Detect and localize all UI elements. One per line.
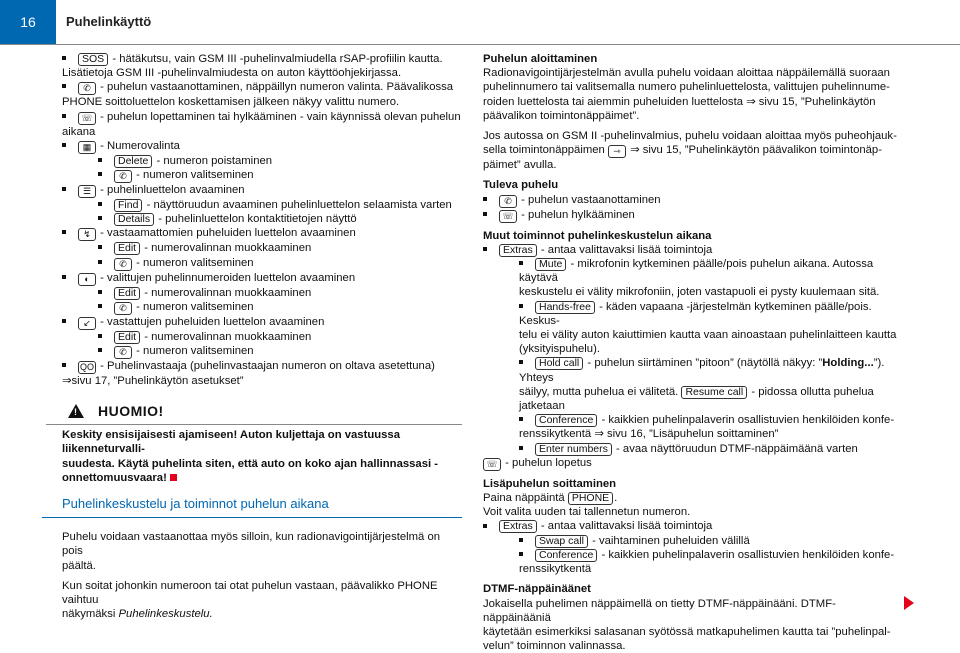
- bullet: [519, 552, 523, 556]
- item-text: - avaa näyttöruudun DTMF-näppäimäänä varten: [616, 443, 858, 455]
- item-text: - numerovalinnan muokkaaminen: [144, 331, 311, 343]
- delete-key-icon: Delete: [114, 155, 152, 168]
- bullet: [98, 334, 102, 338]
- bullet: [98, 172, 102, 176]
- item-text: - puhelun lopetus: [505, 457, 592, 469]
- paragraph-line: käytetään esimerkiksi salasanan syötössä matkapuhelimen kautta tai ”puhelinpal-: [483, 625, 903, 639]
- find-key-icon: Find: [114, 199, 142, 212]
- list-item: [62, 330, 462, 344]
- right-column: Puhelun aloittaminen Radionavigointijärjestelmän avulla puhelu voidaan aloittaa näppäilemällä suoraan puhelinnumero tai valitsemalla numero puhelinluettelosta, valittujen puhelinnume- roiden luettelosta tai aiemmin puheluiden luettelosta ⇒ sivu 15, ”Puhelinkäytön päävalikon toimintonäppäimet”. Jos autossa on GSM II -puhelinvalmius, puhelu voidaan aloittaa myös puheohjauk- sella toimintonäppäimen ⇾ ⇒ sivu 15, ”Puhelinkäytön päävalikon toimintonäp- päimet” avulla. Tuleva puhelu ✆ - puhelun vastaanottaminen ☏ - puhelun hylkääminen Muut toiminnot puhelinkeskustelun aikana Extras - antaa valittavaksi lisää toimintoja Mute - mikrofonin kytkeminen päälle/pois puhelun aikana. Autossa käytävä keskustelu ei välity mikrofoniin, joten vastapuoli ei pysty kuulemaan sitä. Hands-free - käden vapaana -järjestelmän kytkeminen päälle/pois. Keskus- telu ei välity auton kaiuttimien kautta vaan ainoastaan puhelinlaitteen kautta (yksityispuhelu). Hold call - puhelun siirtäminen ”pitoon” (näytöllä näkyy: ”Holding...”). Yhteys säilyy, mutta puhelua ei välitetä. Resume call - pidossa ollutta puhelua jatketaan Conference - kaikkien puhelinpalaverin osallistuvien henkilöiden konfe- renssikytkentä ⇒ sivu 16, ”Lisäpuhelun soittaminen” Enter numbers - avaa näyttöruudun DTMF-näppäimäänä varten ☏ - puhelun lopetus Lisäpuhelun soittaminen Paina näppäintä PHONE . Voit valita uuden tai tallennetun numeron. Extras - antaa valittavaksi lisää toimintoja Swap call - vaihtaminen puheluiden välillä Conference - kaikkien puhelinpalaverin osallistuvien henkilöiden konfe- renssikytkentä DTMF-näppäinäänet Jokaisella puhelimen näppäimellä on tietty DTMF-näppäinääni. DTMF-näppäinääniä käytetään esimerkiksi salasanan syötössä matkapuhelimen kautta tai ”puhelinpal- velun” toiminnon valinnassa.: [483, 52, 903, 653]
- page-number: 16: [0, 0, 56, 44]
- item-text: aikana: [62, 126, 95, 138]
- bullet: [62, 84, 66, 88]
- bullet: [62, 319, 66, 323]
- cross-reference: sivu 15, ”Puhelinkäytön päävalikon toimintonäp-: [643, 144, 882, 156]
- missed-calls-icon: ↯: [78, 228, 96, 241]
- bullet: [519, 261, 523, 265]
- bullet: [98, 304, 102, 308]
- item-text: sivu 17, ”Puhelinkäytön asetukset”: [71, 375, 243, 387]
- bullet: [98, 216, 102, 220]
- bullet: [519, 360, 523, 364]
- hands-free-key-label: Hands-free: [535, 301, 595, 314]
- item-text: - antaa valittavaksi lisää toimintoja: [541, 244, 712, 256]
- phone-pickup-icon: ✆: [114, 346, 132, 359]
- sos-key-icon: SOS: [78, 53, 108, 66]
- paragraph-line: Voit valita uuden tai tallennetun numeron.: [483, 505, 903, 519]
- paragraph-line: Puhelu voidaan vastaanottaa myös silloin, kun radionavigointijärjestelmä on pois: [62, 530, 462, 558]
- list-item: [62, 198, 462, 212]
- list-item: [62, 66, 462, 80]
- list-item: [62, 80, 462, 95]
- item-text: - puhelun vastaanottaminen: [521, 194, 660, 206]
- paragraph-line: Jos autossa on GSM II -puhelinvalmius, puhelu voidaan aloittaa myös puheohjauk-: [483, 129, 903, 143]
- bullet: [62, 56, 66, 60]
- list-item: [62, 359, 462, 374]
- cross-reference: sivu 16, ”Lisäpuhelun soittaminen”: [607, 428, 778, 440]
- warning-triangle-icon: !: [68, 404, 84, 418]
- function-key-list: [62, 52, 462, 388]
- bullet: [519, 417, 523, 421]
- bullet: [98, 158, 102, 162]
- list-item: [62, 95, 462, 109]
- warning-title: HUOMIO!: [98, 404, 164, 418]
- item-text: - Puhelinvastaaja (puhelinvastaajan numeron on oltava asetettuna): [100, 360, 435, 372]
- bullet: [62, 363, 66, 367]
- item-text: - kaikkien puhelinpalaverin osallistuvien henkilöiden konfe-: [601, 414, 894, 426]
- edit-key-icon: Edit: [114, 242, 140, 255]
- reference-arrow-icon: ⇒: [630, 143, 639, 157]
- list-item: [62, 271, 462, 286]
- paragraph-line: velun” toiminnon valinnassa.: [483, 639, 903, 653]
- phone-pickup-icon: ✆: [114, 258, 132, 271]
- phonebook-icon: ☰: [78, 185, 96, 198]
- list-item: [62, 241, 462, 255]
- item-text: - numeron valitseminen: [136, 169, 253, 181]
- left-column: [62, 52, 462, 621]
- list-item: [62, 139, 462, 154]
- enter-numbers-key-label: Enter numbers: [535, 443, 612, 456]
- warning-text-line: suudesta. Käytä puhelinta siten, että auto on koko ajan hallinnassasi -: [62, 457, 462, 471]
- item-text: - Numerovalinta: [100, 140, 180, 152]
- paragraph-line: puhelinnumero tai valitsemalla numero puhelinluettelosta, valittujen puhelinnume-: [483, 80, 903, 94]
- bullet: [98, 260, 102, 264]
- item-text: - valittujen puhelinnumeroiden luettelon avaaminen: [100, 272, 355, 284]
- section-heading: Puhelinkeskustelu ja toiminnot puhelun aikana: [62, 497, 462, 511]
- cross-reference: sivu 15, ”Puhelinkäytön: [759, 96, 876, 108]
- list-item: [62, 154, 462, 168]
- item-text: - vastattujen puheluiden luettelon avaaminen: [100, 316, 324, 328]
- item-text: - numerovalinnan muokkaaminen: [144, 287, 311, 299]
- item-text: renssikytkentä: [519, 428, 591, 440]
- item-text: - numeron valitseminen: [136, 257, 253, 269]
- paragraph-text: roiden luettelosta tai aiemmin puheluiden luettelosta: [483, 96, 743, 108]
- reference-arrow-icon: ⇒: [62, 374, 71, 388]
- item-text: - numeron poistaminen: [157, 155, 273, 167]
- item-text: - käden vapaana -järjestelmän kytkeminen päälle/pois. Keskus-: [519, 301, 872, 327]
- item-text: - näyttöruudun avaaminen puhelinluettelon selaamista varten: [147, 199, 452, 211]
- bullet: [62, 114, 66, 118]
- item-text: Lisätietoja GSM III -puhelinvalmiudesta on auton käyttöohjekirjassa.: [62, 67, 401, 79]
- bullet: [483, 524, 487, 528]
- paragraph-line: Kun soitat johonkin numeroon tai otat puhelun vastaan, päävalikko PHONE vaihtuu: [62, 579, 462, 607]
- paragraph-text: sella toimintonäppäimen: [483, 144, 605, 156]
- received-calls-icon: ↙: [78, 317, 96, 330]
- phone-hangup-icon: ☏: [499, 210, 517, 223]
- bullet: [98, 202, 102, 206]
- extras-key-label: Extras: [499, 520, 537, 533]
- paragraph-text: näkymäksi: [62, 608, 119, 620]
- bullet: [98, 290, 102, 294]
- phone-hangup-icon: ☏: [78, 112, 96, 125]
- item-text: - puhelun hylkääminen: [521, 209, 635, 221]
- list-item: [62, 315, 462, 330]
- item-text: - hätäkutsu, vain GSM III -puhelinvalmiudella rSAP-profiilin kautta.: [112, 53, 442, 65]
- item-text: - puhelinluettelon kontaktitietojen näyttö: [158, 213, 356, 225]
- item-text: - puhelun lopettaminen tai hylkääminen - vain käynnissä olevan puhelun: [100, 111, 460, 123]
- edit-key-icon: Edit: [114, 331, 140, 344]
- holding-status-text: Holding...: [822, 357, 873, 369]
- paragraph-line: päävalikon toimintonäppäimet”.: [483, 109, 903, 123]
- swap-call-key-label: Swap call: [535, 535, 588, 548]
- list-item: [62, 344, 462, 359]
- subheading: Lisäpuhelun soittaminen: [483, 477, 903, 491]
- item-text: keskustelu ei välity mikrofoniin, joten vastapuoli ei pysty kuulemaan sitä.: [483, 285, 903, 299]
- item-text: renssikytkentä: [483, 562, 903, 576]
- item-text: (yksityispuhelu).: [483, 342, 903, 356]
- header-divider: [0, 44, 960, 45]
- item-text: - antaa valittavaksi lisää toimintoja: [541, 520, 712, 532]
- phone-pickup-icon: ✆: [114, 170, 132, 183]
- warning-box: [62, 402, 462, 485]
- bullet: [62, 230, 66, 234]
- warning-text-line: onnettomuusvaara!: [62, 472, 167, 484]
- item-text: - numeron valitseminen: [136, 345, 253, 357]
- edit-key-icon: Edit: [114, 287, 140, 300]
- bullet: [483, 247, 487, 251]
- list-item: [62, 286, 462, 300]
- voice-control-icon: ⇾: [608, 145, 626, 158]
- item-text: - numerovalinnan muokkaaminen: [144, 242, 311, 254]
- phone-hangup-icon: ☏: [483, 458, 501, 471]
- item-text: - kaikkien puhelinpalaverin osallistuvien henkilöiden konfe-: [601, 549, 894, 561]
- list-item: [62, 256, 462, 271]
- item-text: ”). Yhteys: [519, 357, 884, 383]
- list-item: [62, 300, 462, 315]
- bullet: [98, 245, 102, 249]
- voicemail-icon: QO: [78, 361, 96, 374]
- paragraph-line: Radionavigointijärjestelmän avulla puhelu voidaan aloittaa näppäilemällä suoraan: [483, 66, 903, 80]
- subheading: Tuleva puhelu: [483, 178, 903, 192]
- warning-divider: [46, 424, 462, 425]
- reference-arrow-icon: ⇒: [594, 427, 603, 441]
- phone-key-label: PHONE: [568, 492, 613, 505]
- details-key-icon: Details: [114, 213, 154, 226]
- bullet: [483, 197, 487, 201]
- reference-arrow-icon: ⇒: [746, 95, 755, 109]
- item-text: PHONE soittoluettelon koskettamisen jälkeen näkyy valittu numero.: [62, 96, 399, 108]
- section-divider: [42, 517, 462, 518]
- subheading: DTMF-näppäinäänet: [483, 582, 903, 596]
- item-text: - puhelinluettelon avaaminen: [100, 184, 244, 196]
- warning-text-line: Keskity ensisijaisesti ajamiseen! Auton kuljettaja on vastuussa liikenneturvalli-: [62, 428, 462, 456]
- bullet: [519, 446, 523, 450]
- next-page-arrow-icon[interactable]: [904, 596, 914, 610]
- list-item: [62, 226, 462, 241]
- item-text: - pidossa ollutta puhelua jatketaan: [519, 386, 874, 412]
- bullet: [62, 143, 66, 147]
- paragraph-italic: Puhelinkeskustelu.: [119, 608, 213, 620]
- item-text: - vaihtaminen puheluiden välillä: [592, 535, 750, 547]
- hold-call-key-label: Hold call: [535, 357, 583, 370]
- list-item: [62, 125, 462, 139]
- item-text: telu ei välity auton kaiuttimien kautta vaan ainoastaan puhelinlaitteen kautta: [483, 328, 903, 342]
- bullet: [519, 538, 523, 542]
- conference-key-label: Conference: [535, 414, 597, 427]
- bullet: [62, 187, 66, 191]
- list-item: [62, 374, 462, 388]
- phone-pickup-icon: ✆: [499, 195, 517, 208]
- list-item: [62, 212, 462, 226]
- bullet: [62, 275, 66, 279]
- bullet: [98, 348, 102, 352]
- item-text: - numeron valitseminen: [136, 301, 253, 313]
- subheading: Muut toiminnot puhelinkeskustelun aikana: [483, 229, 903, 243]
- paragraph-text: Paina näppäintä: [483, 492, 565, 504]
- keypad-icon: ▦: [78, 141, 96, 154]
- list-item: [62, 110, 462, 125]
- list-item: [62, 183, 462, 198]
- item-text: - puhelun vastaanottaminen, näppäillyn numeron valinta. Päävalikossa: [100, 81, 453, 93]
- paragraph-line: päimet” avulla.: [483, 158, 903, 172]
- paragraph-line: Jokaisella puhelimen näppäimellä on tietty DTMF-näppäinääni. DTMF-näppäinääniä: [483, 597, 903, 625]
- phone-pickup-icon: ✆: [78, 82, 96, 95]
- item-text: - vastaamattomien puheluiden luettelon avaaminen: [100, 227, 356, 239]
- end-of-section-marker-icon: [170, 474, 177, 481]
- page-header: [0, 0, 960, 44]
- list-item: [62, 168, 462, 183]
- subheading: Puhelun aloittaminen: [483, 52, 903, 66]
- phone-pickup-icon: ✆: [114, 302, 132, 315]
- mute-key-label: Mute: [535, 258, 566, 271]
- item-text: - mikrofonin kytkeminen päälle/pois puhelun aikana. Autossa käytävä: [519, 258, 873, 284]
- dialed-numbers-icon: ◐: [78, 273, 96, 286]
- bullet: [519, 304, 523, 308]
- conference-key-label: Conference: [535, 549, 597, 562]
- item-text: säilyy, mutta puhelua ei välitetä.: [519, 386, 678, 398]
- paragraph-line: päältä.: [62, 559, 462, 573]
- chapter-title: Puhelinkäyttö: [66, 0, 151, 44]
- item-text: - puhelun siirtäminen ”pitoon” (näytöllä näkyy: ”: [587, 357, 822, 369]
- extras-key-label: Extras: [499, 244, 537, 257]
- bullet: [483, 212, 487, 216]
- list-item: [62, 52, 462, 66]
- resume-call-key-label: Resume call: [681, 386, 747, 399]
